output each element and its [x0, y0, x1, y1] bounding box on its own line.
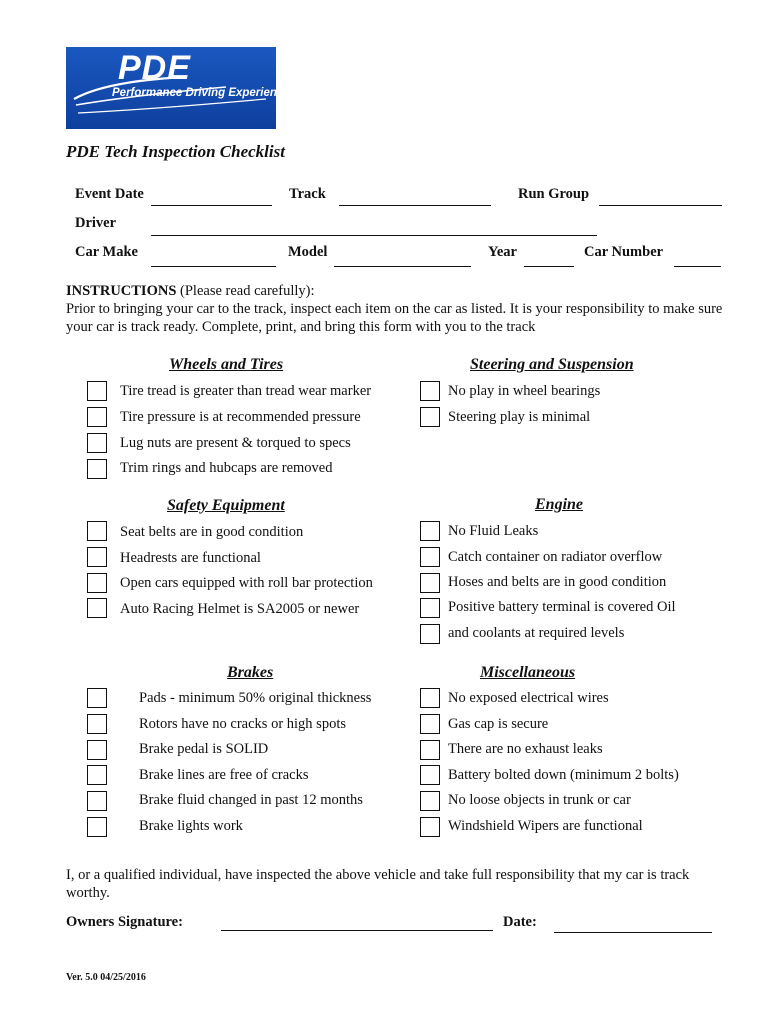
checkbox-misc-5[interactable] — [420, 791, 440, 811]
checkbox-brakes-4[interactable] — [87, 765, 107, 785]
responsibility-statement: I, or a qualified individual, have inspected the above vehicle and take full responsibility that my car is track worthy. — [66, 867, 690, 901]
checkbox-misc-1[interactable] — [420, 688, 440, 708]
checklist-item: Pads - minimum 50% original thickness — [139, 690, 372, 706]
date-label: Date: — [503, 914, 537, 930]
checklist-item: Headrests are functional — [120, 550, 261, 566]
checklist-item: There are no exhaust leaks — [448, 741, 603, 757]
checkbox-engine-3[interactable] — [420, 573, 440, 593]
instructions-heading-label: INSTRUCTIONS — [66, 283, 177, 299]
checkbox-brakes-6[interactable] — [87, 817, 107, 837]
checklist-item: No play in wheel bearings — [448, 383, 601, 399]
checkbox-misc-6[interactable] — [420, 817, 440, 837]
event-date-label: Event Date — [75, 186, 144, 202]
checklist-item: and coolants at required levels — [448, 625, 625, 641]
instructions-body: Prior to bringing your car to the track, inspect each item on the car as listed. It is your responsibility to make sure your car is track ready. Complete, print, and bring this form with you to the track — [66, 301, 723, 335]
car-make-label: Car Make — [75, 244, 138, 260]
owners-signature-label: Owners Signature: — [66, 914, 183, 930]
checklist-item: No loose objects in trunk or car — [448, 792, 631, 808]
driver-label: Driver — [75, 215, 117, 231]
checkbox-brakes-2[interactable] — [87, 714, 107, 734]
checkbox-misc-2[interactable] — [420, 714, 440, 734]
checkbox-brakes-3[interactable] — [87, 740, 107, 760]
checklist-item: Tire pressure is at recommended pressure — [120, 409, 361, 425]
year-label: Year — [488, 244, 517, 260]
checklist-item: Tire tread is greater than tread wear marker — [120, 383, 372, 399]
checkbox-wheels-2[interactable] — [87, 407, 107, 427]
checklist-item: Trim rings and hubcaps are removed — [120, 460, 333, 476]
checkbox-brakes-1[interactable] — [87, 688, 107, 708]
checklist-item: Brake pedal is SOLID — [139, 741, 269, 757]
checklist-item: No Fluid Leaks — [448, 523, 539, 539]
logo-wordmark: PDE — [118, 49, 191, 87]
car-number-label: Car Number — [584, 244, 664, 260]
checkbox-misc-4[interactable] — [420, 765, 440, 785]
checkbox-safety-1[interactable] — [87, 521, 107, 541]
checklist-item: Open cars equipped with roll bar protection — [120, 575, 373, 591]
checklist-item: Brake lights work — [139, 818, 243, 834]
driver-field[interactable] — [151, 235, 597, 236]
checkbox-steering-1[interactable] — [420, 381, 440, 401]
checklist-item: Battery bolted down (minimum 2 bolts) — [448, 767, 679, 783]
checklist-item: Hoses and belts are in good condition — [448, 574, 667, 590]
checklist-item: Catch container on radiator overflow — [448, 549, 663, 565]
checkbox-wheels-1[interactable] — [87, 381, 107, 401]
section-title-misc: Miscellaneous — [480, 664, 576, 681]
run-group-field[interactable] — [599, 205, 722, 206]
section-title-safety: Safety Equipment — [167, 497, 285, 514]
instructions — [66, 282, 736, 336]
checklist-item: Auto Racing Helmet is SA2005 or newer — [120, 601, 360, 617]
car-make-field[interactable] — [151, 266, 276, 267]
checkbox-safety-3[interactable] — [87, 573, 107, 593]
checklist-item: Seat belts are in good condition — [120, 524, 304, 540]
page-title: PDE Tech Inspection Checklist — [66, 142, 285, 161]
car-number-field[interactable] — [674, 266, 721, 267]
checkbox-wheels-3[interactable] — [87, 433, 107, 453]
checkbox-engine-5[interactable] — [420, 624, 440, 644]
checkbox-safety-2[interactable] — [87, 547, 107, 567]
checkbox-misc-3[interactable] — [420, 740, 440, 760]
run-group-label: Run Group — [518, 186, 590, 202]
checklist-item: Positive battery terminal is covered Oil — [448, 599, 676, 615]
date-field[interactable] — [554, 932, 712, 933]
checkbox-wheels-4[interactable] — [87, 459, 107, 479]
track-field[interactable] — [339, 205, 491, 206]
checklist-item: Rotors have no cracks or high spots — [139, 716, 346, 732]
checkbox-safety-4[interactable] — [87, 598, 107, 618]
year-field[interactable] — [524, 266, 574, 267]
checkbox-steering-2[interactable] — [420, 407, 440, 427]
checklist-item: Gas cap is secure — [448, 716, 549, 732]
checklist-item: Steering play is minimal — [448, 409, 591, 425]
track-label: Track — [289, 186, 326, 202]
checklist-item: Brake fluid changed in past 12 months — [139, 792, 363, 808]
checkbox-engine-4[interactable] — [420, 598, 440, 618]
instructions-heading — [66, 282, 736, 300]
logo-tagline: Performance Driving Experience — [112, 87, 290, 99]
event-date-field[interactable] — [151, 205, 272, 206]
section-title-steering: Steering and Suspension — [470, 356, 634, 373]
owners-signature-field[interactable] — [221, 930, 493, 931]
version-footer: Ver. 5.0 04/25/2016 — [66, 972, 146, 983]
checklist-item: No exposed electrical wires — [448, 690, 609, 706]
model-label: Model — [288, 244, 328, 260]
section-title-engine: Engine — [535, 496, 584, 513]
checklist-item: Brake lines are free of cracks — [139, 767, 309, 783]
instructions-heading-note: (Please read carefully): — [176, 283, 315, 299]
pde-logo — [66, 47, 290, 129]
checkbox-engine-1[interactable] — [420, 521, 440, 541]
checkbox-engine-2[interactable] — [420, 547, 440, 567]
checkbox-brakes-5[interactable] — [87, 791, 107, 811]
checklist-item: Windshield Wipers are functional — [448, 818, 643, 834]
section-title-wheels: Wheels and Tires — [169, 356, 284, 373]
checklist-item: Lug nuts are present & torqued to specs — [120, 435, 351, 451]
model-field[interactable] — [334, 266, 471, 267]
section-title-brakes: Brakes — [227, 664, 274, 681]
